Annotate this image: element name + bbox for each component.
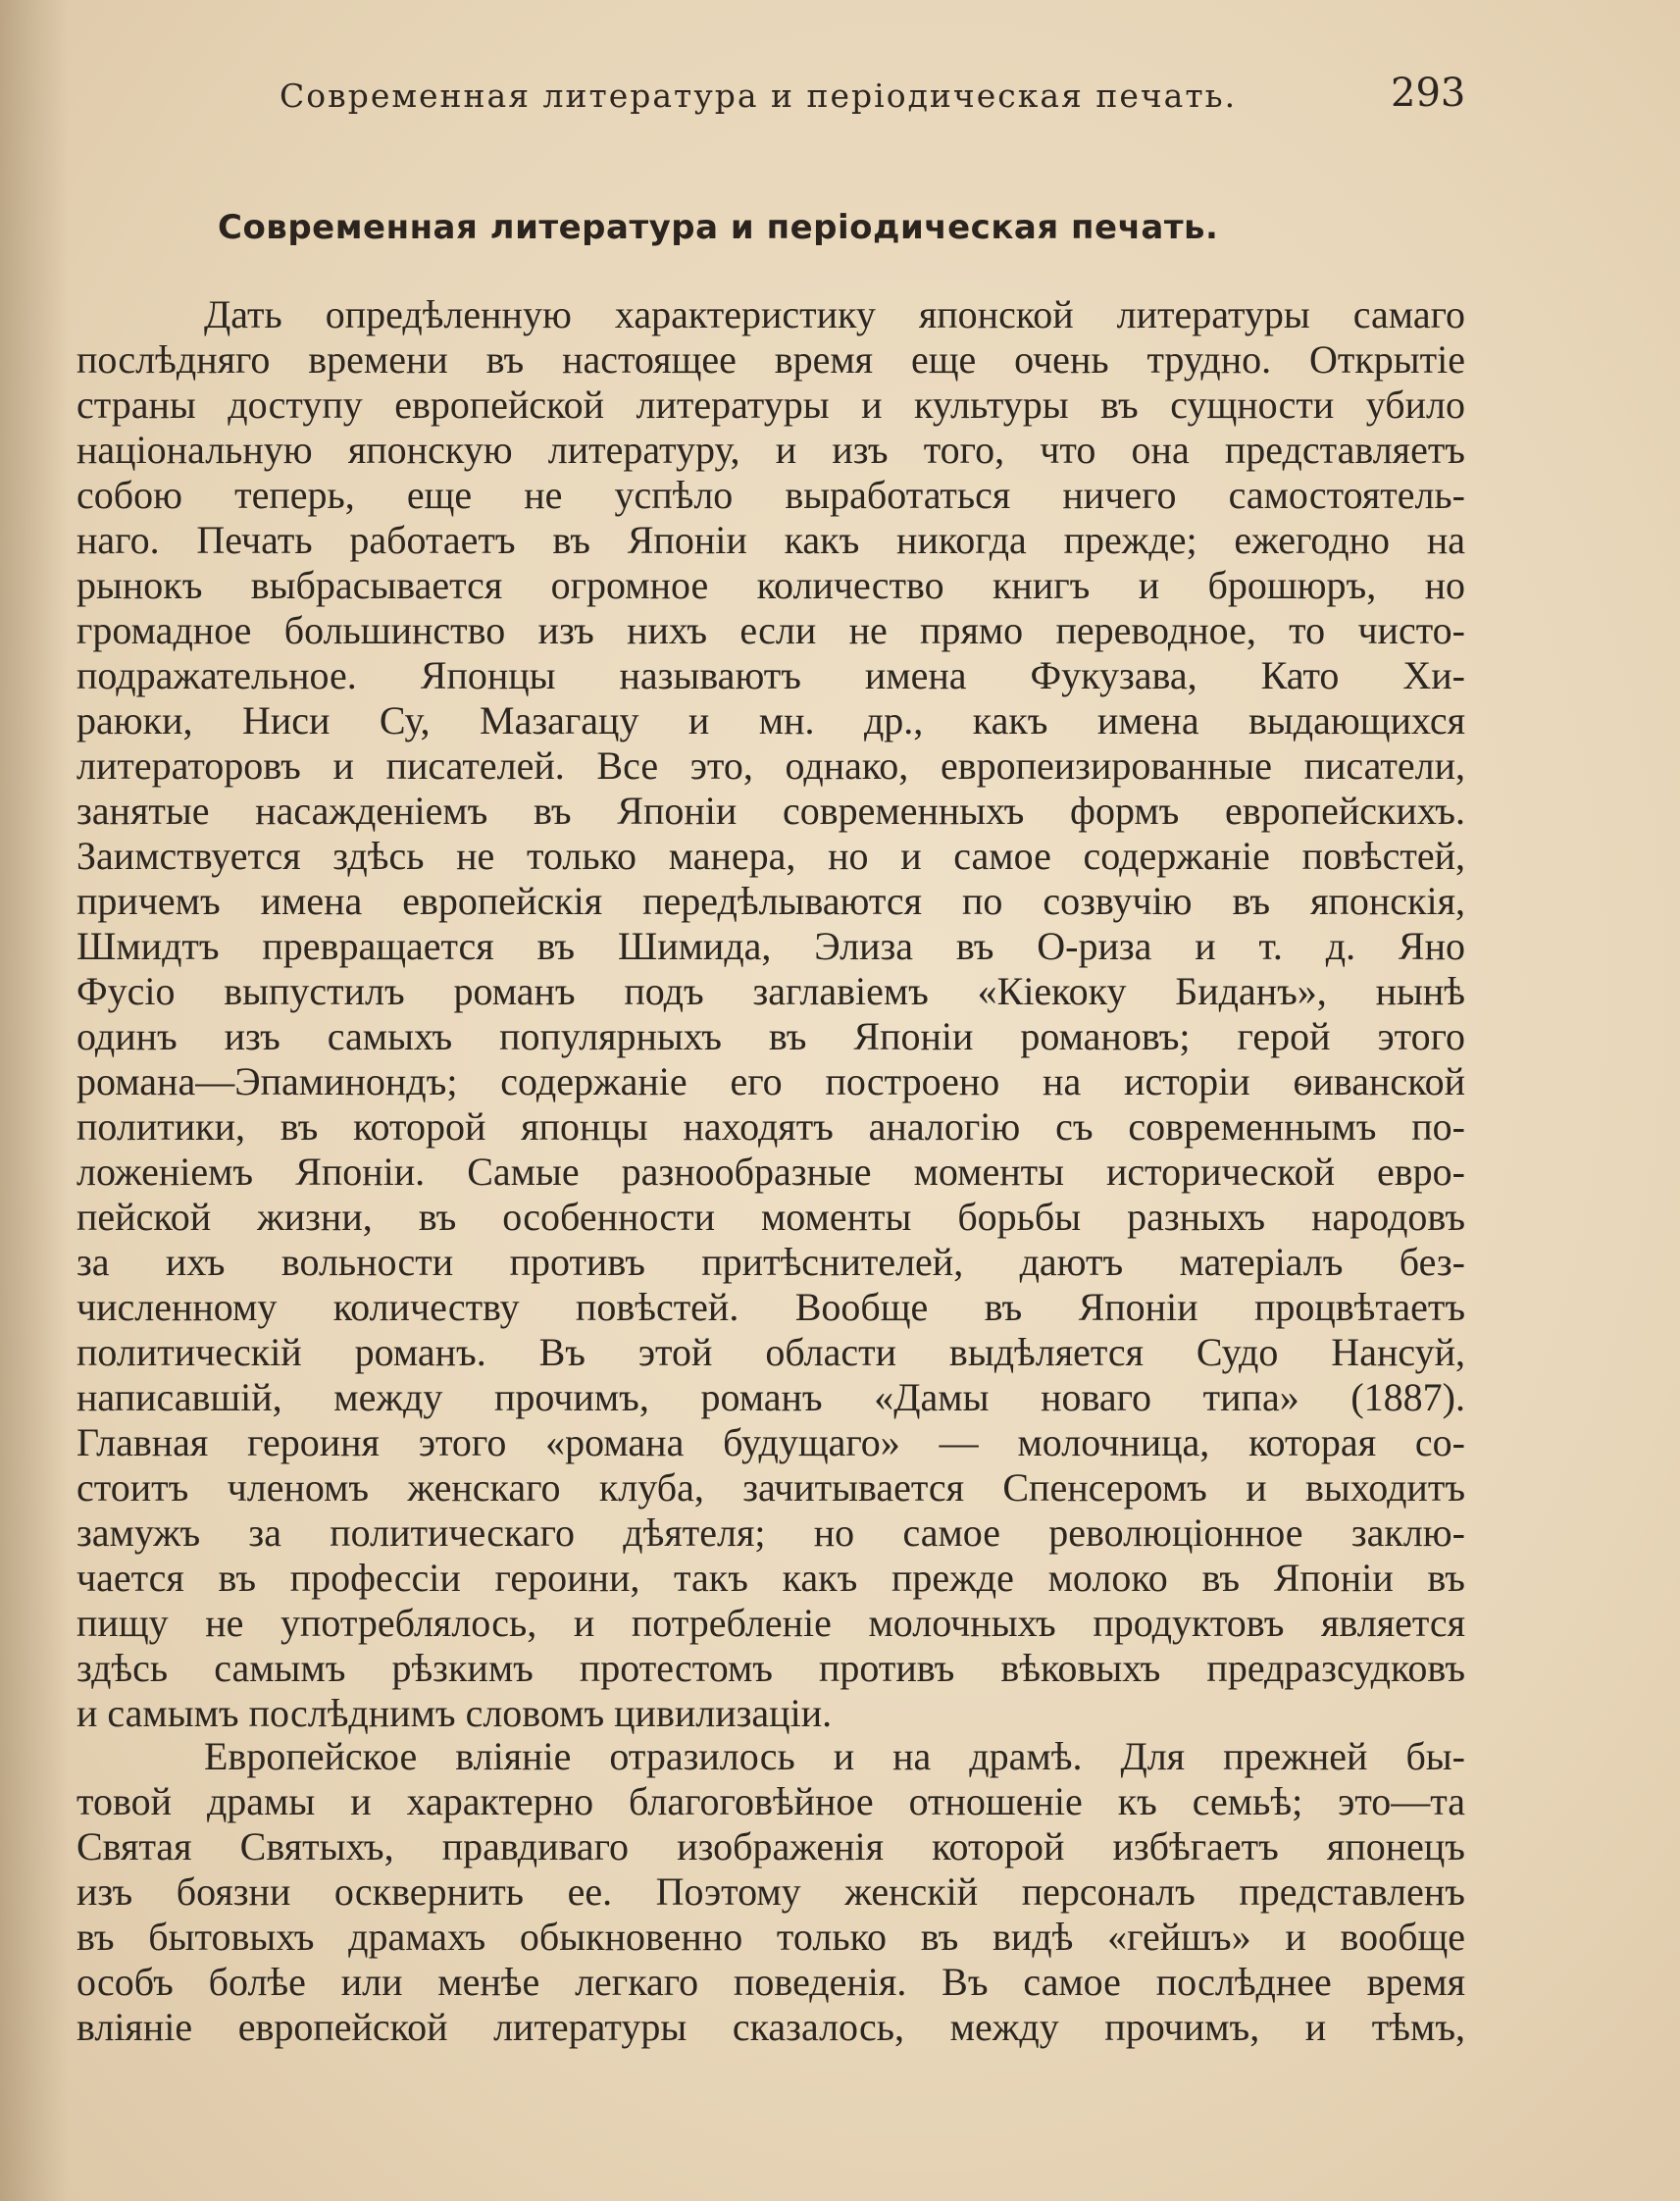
text-line: пейской жизни, въ особенности моменты борьбы разныхъ народовъ: [76, 1195, 1465, 1239]
text-line: Главная героиня этого «романа будущаго» — молочница, которая со-: [76, 1420, 1465, 1464]
text-line: ложеніемъ Японіи. Самые разнообразные моменты исторической евро-: [76, 1150, 1465, 1194]
text-line: стоитъ членомъ женскаго клуба, зачитывается Спенсеромъ и выходитъ: [76, 1465, 1465, 1510]
text-line: наго. Печать работаетъ въ Японіи какъ никогда прежде; ежегодно на: [76, 518, 1465, 562]
text-line: политики, въ которой японцы находятъ аналогію съ современнымъ по-: [76, 1104, 1465, 1149]
page-number: 293: [1391, 71, 1466, 116]
text-line: особъ болѣе или менѣе легкаго поведенія. Въ самое послѣднее время: [76, 1960, 1465, 2004]
text-line: послѣдняго времени въ настоящее время еще очень трудно. Открытіе: [76, 337, 1465, 382]
text-line: рынокъ выбрасывается огромное количество книгъ и брошюръ, но: [76, 563, 1465, 607]
text-line: Дать опредѣленную характеристику японской литературы самаго: [204, 292, 1465, 336]
paragraph-1: [76, 292, 1465, 1736]
text-line: собою теперь, еще не успѣло выработаться ничего самостоятель-: [76, 473, 1465, 517]
text-line: чается въ профессіи героини, такъ какъ прежде молоко въ Японіи въ: [76, 1556, 1465, 1600]
text-line: Европейское вліяніе отразилось и на драмѣ. Для прежней бы-: [204, 1734, 1465, 1778]
text-line: страны доступу европейской литературы и культуры въ сущности убило: [76, 383, 1465, 427]
text-line: политическій романъ. Въ этой области выдѣляется Судо Нансуй,: [76, 1330, 1465, 1374]
text-line: въ бытовыхъ драмахъ обыкновенно только въ видѣ «гейшъ» и вообще: [76, 1915, 1465, 1959]
text-line: одинъ изъ самыхъ популярныхъ въ Японіи романовъ; герой этого: [76, 1014, 1465, 1058]
text-line: здѣсь самымъ рѣзкимъ протестомъ противъ вѣковыхъ предразсудковъ: [76, 1646, 1465, 1690]
text-line: вліяніе европейской литературы сказалось, между прочимъ, и тѣмъ,: [76, 2005, 1465, 2049]
text-line: раюки, Ниси Су, Мазагацу и мн. др., какъ имена выдающихся: [76, 698, 1465, 742]
text-line: товой драмы и характерно благоговѣйное отношеніе къ семьѣ; это—та: [76, 1779, 1465, 1823]
text-line: Святая Святыхъ, правдиваго изображенія которой избѣгаетъ японецъ: [76, 1824, 1465, 1868]
text-line: подражательное. Японцы называютъ имена Фукузава, Като Хи-: [76, 653, 1465, 697]
text-line: за ихъ вольности противъ притѣснителей, даютъ матеріалъ без-: [76, 1240, 1465, 1284]
text-line: изъ боязни осквернить ее. Поэтому женскій персоналъ представленъ: [76, 1869, 1465, 1914]
text-line: численному количеству повѣстей. Вообще въ Японіи процвѣтаетъ: [76, 1285, 1465, 1329]
text-line: литераторовъ и писателей. Все это, однако, европеизированные писатели,: [76, 743, 1465, 788]
text-line: замужъ за политическаго дѣятеля; но самое революціонное заклю-: [76, 1510, 1465, 1555]
text-line: національную японскую литературу, и изъ того, что она представляетъ: [76, 428, 1465, 472]
text-line: Фусіо выпустилъ романъ подъ заглавіемъ «Кіекоку Биданъ», нынѣ: [76, 969, 1465, 1013]
text-line: причемъ имена европейскія передѣлываются по созвучію въ японскія,: [76, 879, 1465, 923]
text-line: занятые насажденіемъ въ Японіи современныхъ формъ европейскихъ.: [76, 789, 1465, 833]
running-header-title: Современная литература и періодическая печать.: [280, 77, 1238, 115]
section-heading: Современная литература и періодическая печать.: [218, 208, 1219, 247]
binding-shadow: [0, 0, 69, 2201]
text-line: пищу не употреблялось, и потребленіе молочныхъ продуктовъ является: [76, 1601, 1465, 1645]
text-line: написавшій, между прочимъ, романъ «Дамы новаго типа» (1887).: [76, 1375, 1465, 1419]
text-line: и самымъ послѣднимъ словомъ цивилизаціи.: [76, 1691, 833, 1735]
paragraph-2: [76, 1734, 1465, 2050]
text-line: романа—Эпаминондъ; содержаніе его построено на исторіи ѳиванской: [76, 1059, 1465, 1103]
text-line: Заимствуется здѣсь не только манера, но и самое содержаніе повѣстей,: [76, 834, 1465, 878]
text-line: Шмидтъ превращается въ Шимида, Элиза въ О-риза и т. д. Яно: [76, 924, 1465, 968]
text-line: громадное большинство изъ нихъ если не прямо переводное, то чисто-: [76, 608, 1465, 652]
